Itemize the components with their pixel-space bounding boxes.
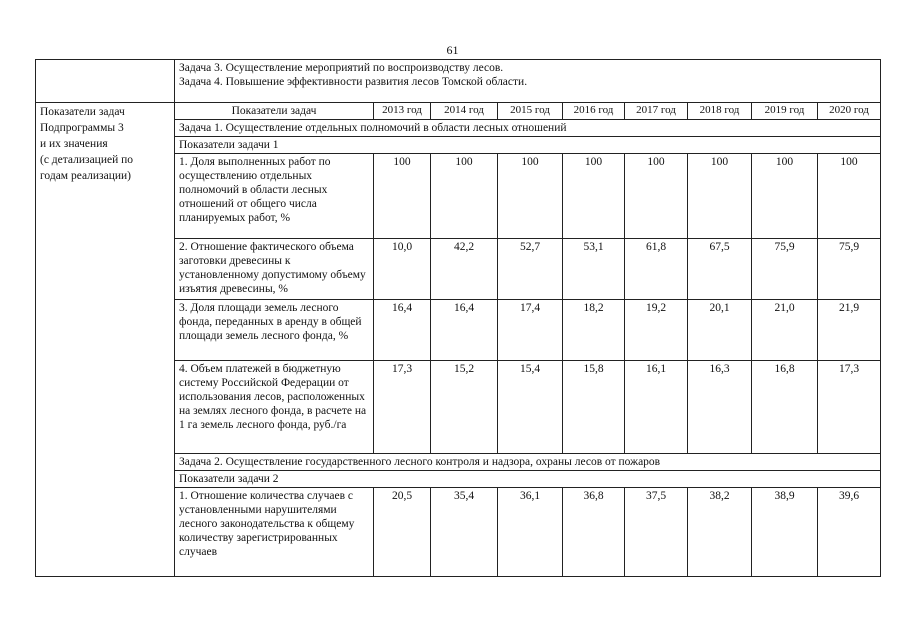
indicator-value: 19,2 bbox=[625, 300, 688, 361]
indicator-value: 18,2 bbox=[563, 300, 625, 361]
indicator-value: 35,4 bbox=[431, 488, 498, 577]
indicator-value: 75,9 bbox=[752, 239, 818, 300]
indicator-name: 1. Доля выполненных работ по осуществлению отдельных полномочий в области лесных отношений от общего числа планируемых работ, % bbox=[175, 154, 374, 239]
indicator-value: 15,8 bbox=[563, 361, 625, 454]
indicator-value: 42,2 bbox=[431, 239, 498, 300]
indicator-value: 53,1 bbox=[563, 239, 625, 300]
indicator-name: 3. Доля площади земель лесного фонда, переданных в аренду в общей площади земель лесного фонда, % bbox=[175, 300, 374, 361]
subprogram-indicators-table bbox=[35, 59, 881, 577]
task1-indicators-label: Показатели задачи 1 bbox=[175, 137, 881, 154]
task2-indicators-label: Показатели задачи 2 bbox=[175, 471, 881, 488]
indicator-value: 100 bbox=[752, 154, 818, 239]
indicator-value: 38,2 bbox=[688, 488, 752, 577]
left-label-cell bbox=[36, 103, 175, 577]
indicator-name: 4. Объем платежей в бюджетную систему Российской Федерации от использования лесов, расположенных на землях лесного фонда, в расчете на 1 га земель лесного фонда, руб./га bbox=[175, 361, 374, 454]
left-label-line: Показатели задач bbox=[40, 106, 125, 118]
indicator-value: 75,9 bbox=[818, 239, 881, 300]
header-row bbox=[36, 103, 881, 120]
indicator-value: 36,1 bbox=[498, 488, 563, 577]
left-label-line: и их значения bbox=[40, 138, 108, 150]
indicator-value: 16,1 bbox=[625, 361, 688, 454]
intro-row bbox=[36, 60, 881, 103]
year-header: 2016 год bbox=[563, 103, 625, 120]
indicator-value: 16,8 bbox=[752, 361, 818, 454]
indicator-value: 61,8 bbox=[625, 239, 688, 300]
indicator-value: 16,3 bbox=[688, 361, 752, 454]
indicator-value: 17,4 bbox=[498, 300, 563, 361]
year-header: 2013 год bbox=[374, 103, 431, 120]
left-label-line: (с детализацией по bbox=[40, 154, 134, 166]
indicator-value: 21,0 bbox=[752, 300, 818, 361]
indicator-value: 36,8 bbox=[563, 488, 625, 577]
indicator-value: 16,4 bbox=[431, 300, 498, 361]
indicator-value: 100 bbox=[563, 154, 625, 239]
indicator-value: 100 bbox=[688, 154, 752, 239]
year-header: 2018 год bbox=[688, 103, 752, 120]
indicator-value: 37,5 bbox=[625, 488, 688, 577]
indicator-value: 100 bbox=[431, 154, 498, 239]
indicator-value: 100 bbox=[498, 154, 563, 239]
indicator-value: 17,3 bbox=[818, 361, 881, 454]
year-header: 2020 год bbox=[818, 103, 881, 120]
intro-cell bbox=[175, 60, 881, 103]
intro-left-empty-cell bbox=[36, 60, 175, 103]
intro-line: Задача 3. Осуществление мероприятий по воспроизводству лесов. bbox=[179, 62, 504, 74]
indicator-value: 39,6 bbox=[818, 488, 881, 577]
indicator-value: 15,4 bbox=[498, 361, 563, 454]
left-label-line: Подпрограммы 3 bbox=[40, 122, 124, 134]
intro-line: Задача 4. Повышение эффективности развития лесов Томской области. bbox=[179, 76, 528, 88]
indicator-header: Показатели задач bbox=[175, 103, 374, 120]
page-number: 61 bbox=[446, 43, 459, 57]
indicator-value: 17,3 bbox=[374, 361, 431, 454]
year-header: 2015 год bbox=[498, 103, 563, 120]
left-label-line: годам реализации) bbox=[40, 170, 131, 182]
indicator-value: 100 bbox=[625, 154, 688, 239]
indicator-value: 67,5 bbox=[688, 239, 752, 300]
indicator-value: 38,9 bbox=[752, 488, 818, 577]
task2-title: Задача 2. Осуществление государственного лесного контроля и надзора, охраны лесов от пожаров bbox=[175, 454, 881, 471]
year-header: 2014 год bbox=[431, 103, 498, 120]
indicator-value: 100 bbox=[818, 154, 881, 239]
indicator-value: 20,1 bbox=[688, 300, 752, 361]
year-header: 2019 год bbox=[752, 103, 818, 120]
year-header: 2017 год bbox=[625, 103, 688, 120]
indicator-value: 20,5 bbox=[374, 488, 431, 577]
task1-title: Задача 1. Осуществление отдельных полномочий в области лесных отношений bbox=[175, 120, 881, 137]
indicator-name: 1. Отношение количества случаев с установленными нарушителями лесного законодательства к общему количеству зарегистрированных случаев bbox=[175, 488, 374, 577]
indicator-value: 16,4 bbox=[374, 300, 431, 361]
indicator-value: 15,2 bbox=[431, 361, 498, 454]
indicator-name: 2. Отношение фактического объема заготовки древесины к установленному допустимому объему изъятия древесины, % bbox=[175, 239, 374, 300]
indicator-value: 21,9 bbox=[818, 300, 881, 361]
indicator-value: 52,7 bbox=[498, 239, 563, 300]
indicator-value: 100 bbox=[374, 154, 431, 239]
indicator-value: 10,0 bbox=[374, 239, 431, 300]
